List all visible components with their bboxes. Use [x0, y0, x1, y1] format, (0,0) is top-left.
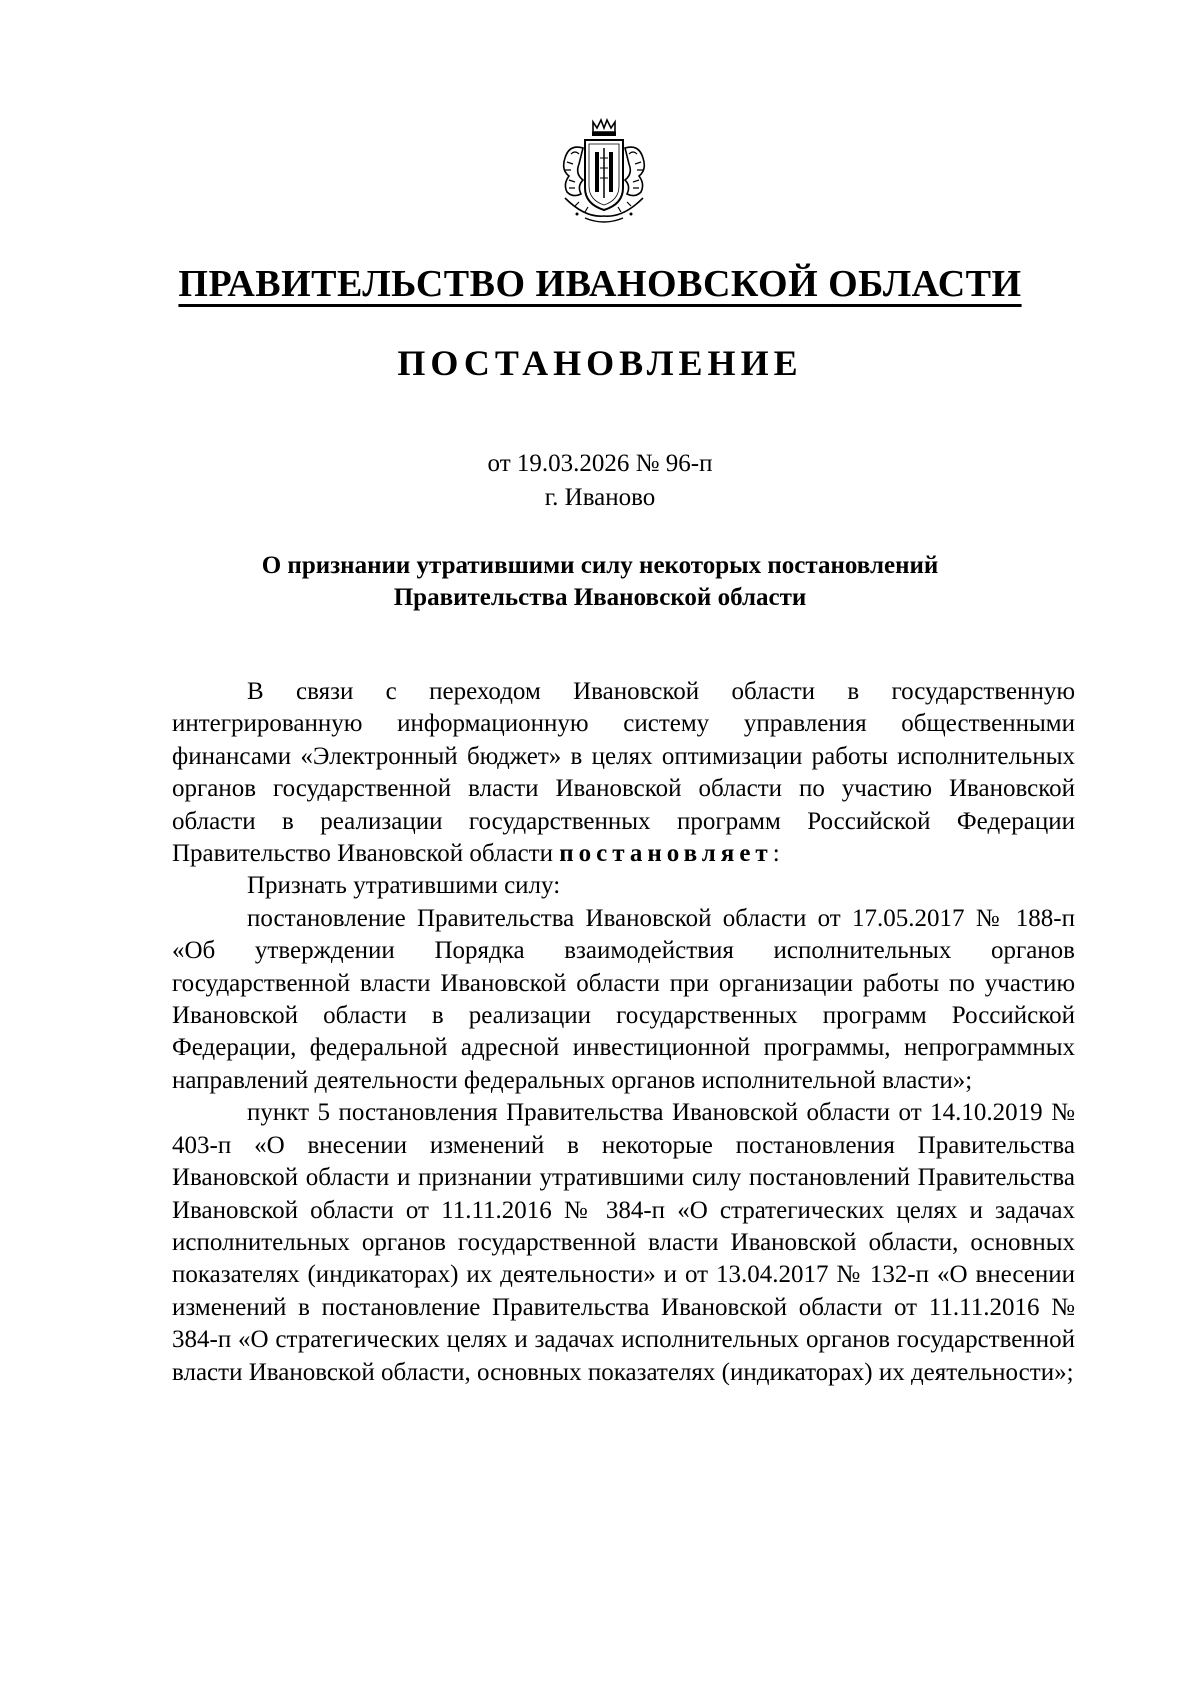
preamble-text: В связи с переходом Ивановской области в государственную интегрированную информационную систему управления общественными финансами «Электронный бюджет» в целях оптимизации работы исполнительных органов государственной власти Ивановской области по участию Ивановской области в реализации государственных программ Российской Федерации Правительство Ивановской области [172, 678, 1075, 868]
preamble-paragraph [172, 676, 1075, 870]
document-subject [0, 550, 1200, 614]
resolves-word: постановляет [559, 840, 773, 868]
subject-line-2: Правительства Ивановской области [393, 584, 807, 611]
resolves-colon: : [772, 840, 780, 868]
recognize-paragraph: Признать утратившими силу: [247, 872, 561, 900]
ivanovo-coat-of-arms-icon [555, 118, 653, 228]
organization-title: ПРАВИТЕЛЬСТВО ИВАНОВСКОЙ ОБЛАСТИ [178, 263, 1022, 305]
document-date-number: от 19.03.2026 № 96-п [487, 450, 713, 477]
document-body [172, 676, 1075, 1389]
repealed-item-2: пункт 5 постановления Правительства Ивановской области от 14.10.2019 № 403-п «О внесении изменений в некоторые постановления Правительства Ивановской области и признании утратившими силу постановлений Правительства Ивановской области от 11.11.2016 № 384-п «О стратегических целях и задачах исполнительных органов государственной власти Ивановской области, основных показателях (индикаторах) их деятельности» и от 13.04.2017 № 132-п «О внесении изменений в постановление Правительства Ивановской области от 11.11.2016 № 384-п «О стратегических целях и задачах исполнительных органов государственной власти Ивановской области, основных показателях (индикаторах) их деятельности»; [172, 1099, 1075, 1386]
repealed-item-1: постановление Правительства Ивановской области от 17.05.2017 № 188-п «Об утверждении Порядка взаимодействия исполнительных органов государственной власти Ивановской области при организации работы по участию Ивановской области в реализации государственных программ Российской Федерации, федеральной адресной инвестиционной программы, непрограммных направлений деятельности федеральных органов исполнительной власти»; [172, 904, 1075, 1094]
subject-line-1: О признании утратившими силу некоторых постановлений [261, 552, 939, 579]
document-type: ПОСТАНОВЛЕНИЕ [397, 343, 803, 383]
document-city: г. Иваново [544, 484, 656, 511]
